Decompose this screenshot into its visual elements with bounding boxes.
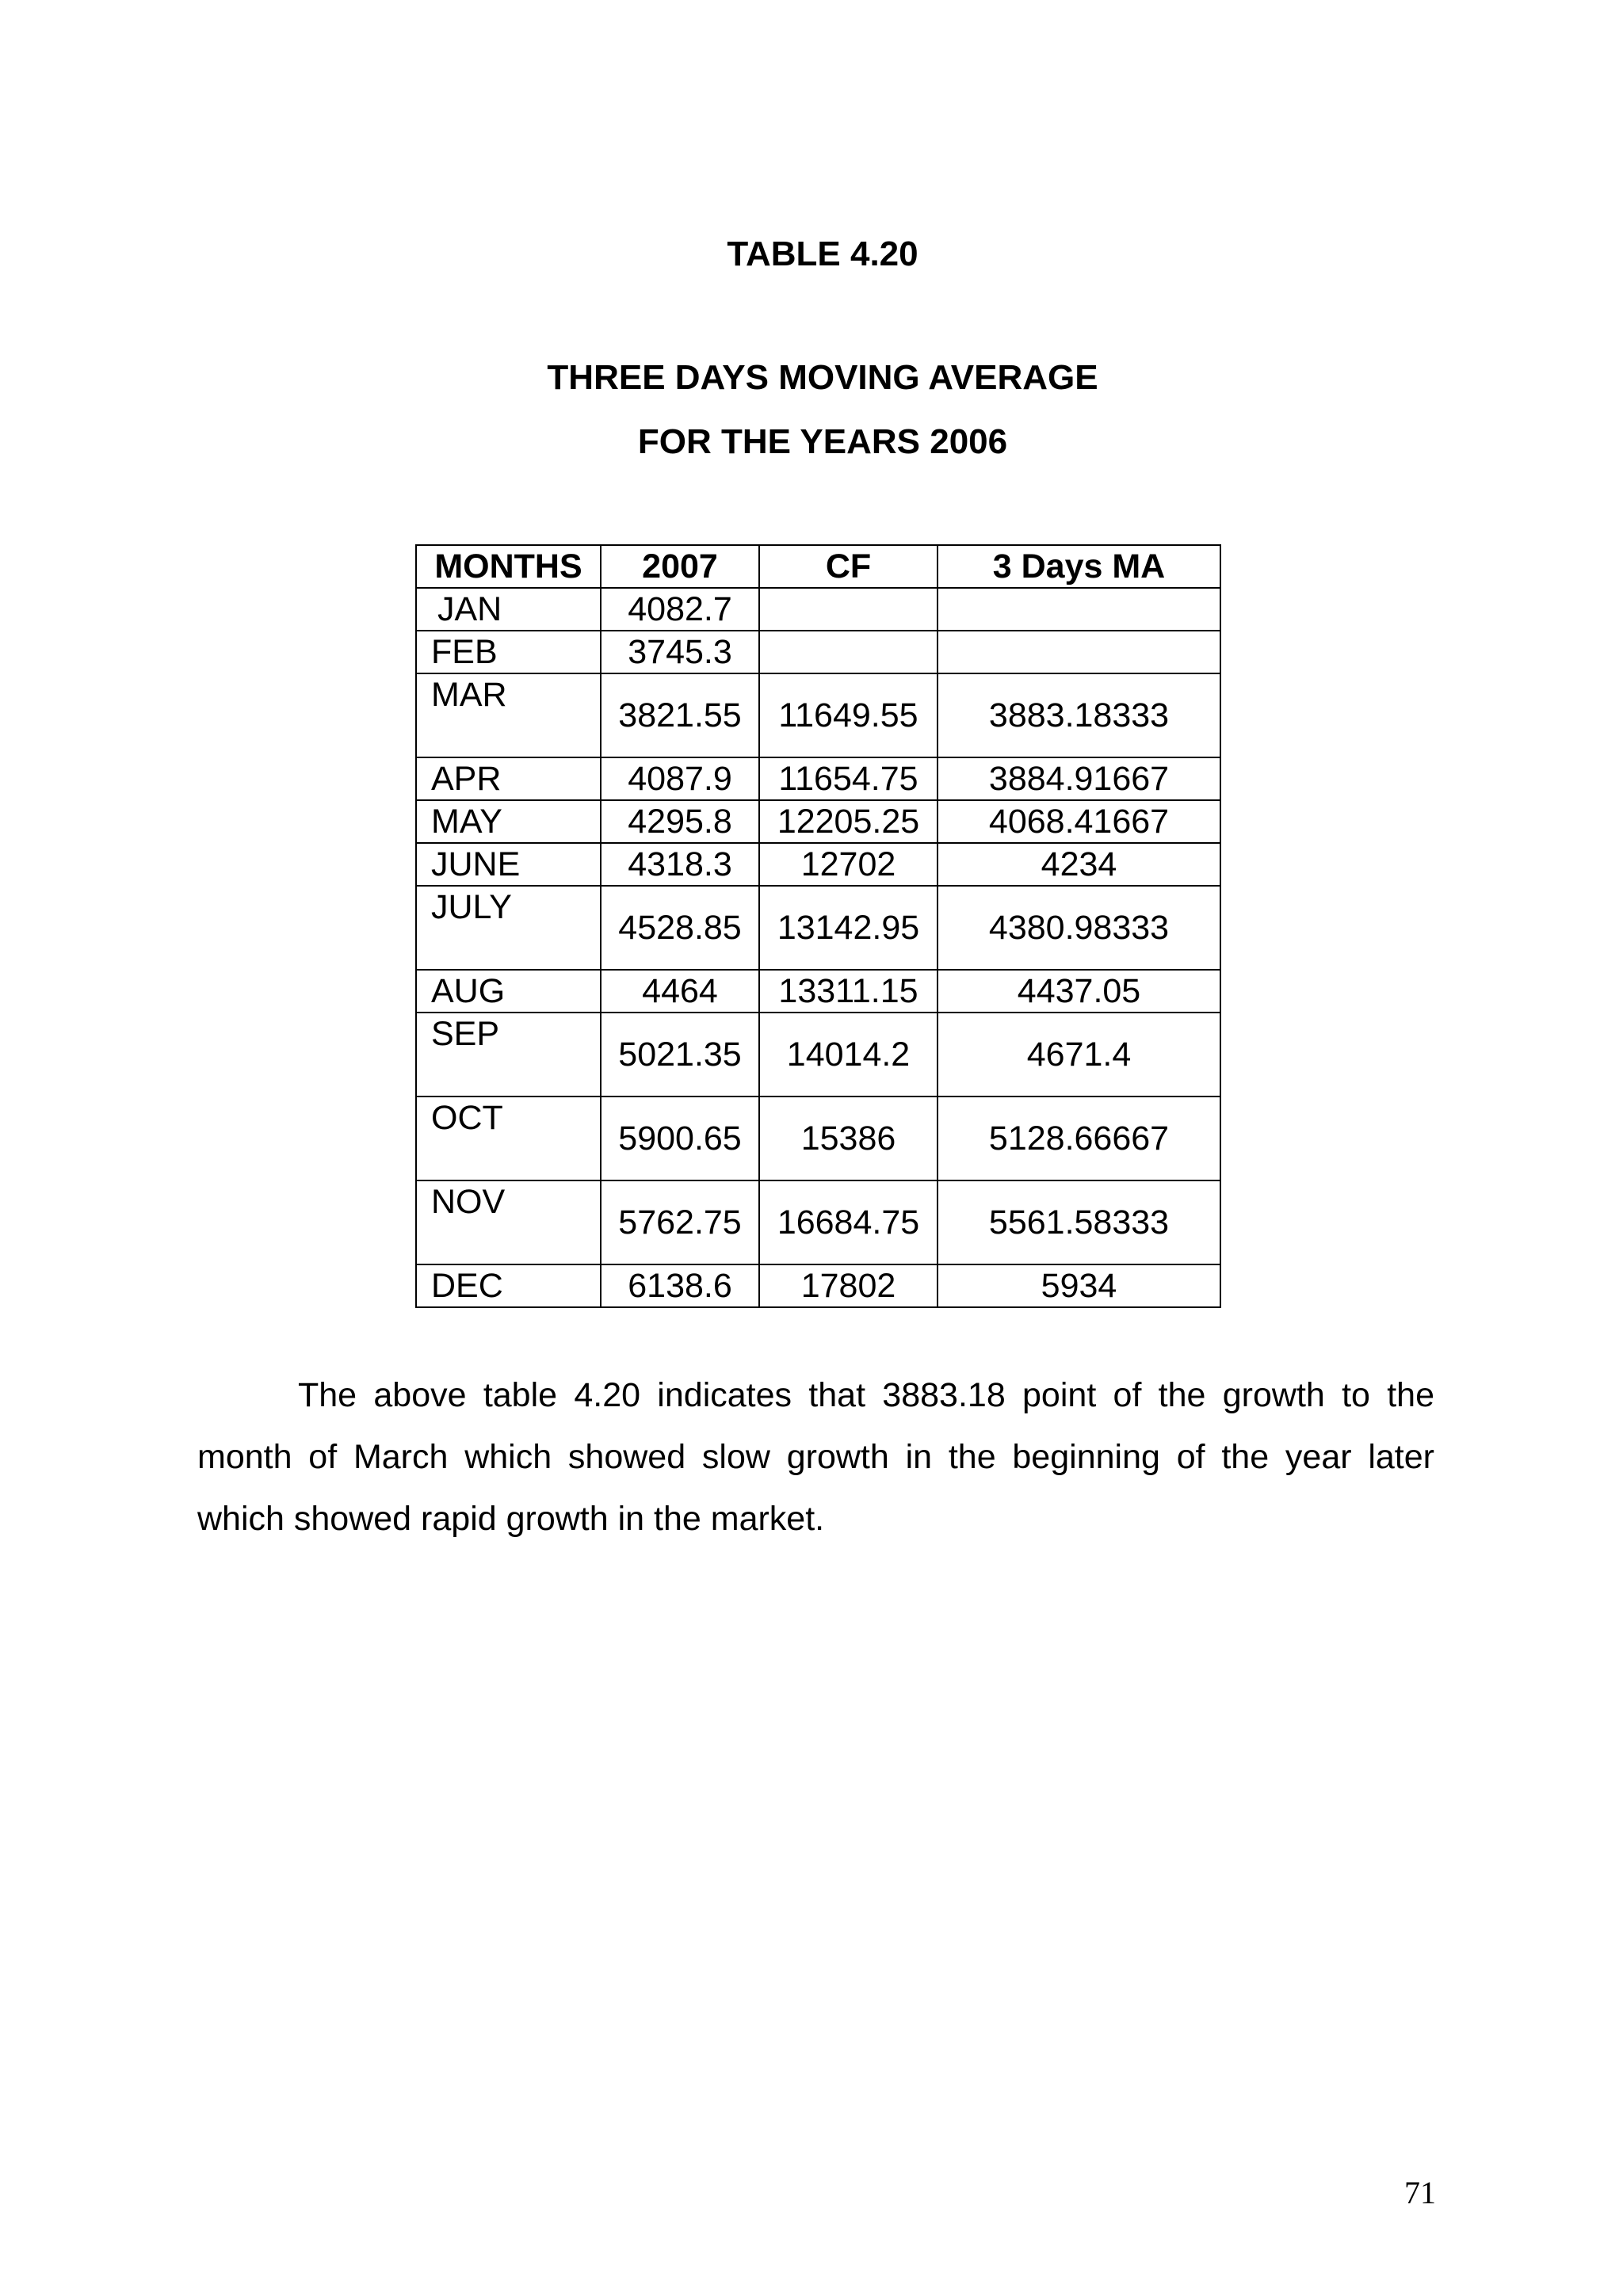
cf-cell: 11654.75 xyxy=(759,757,938,800)
table-row xyxy=(416,757,1220,800)
month-cell: APR xyxy=(416,757,601,800)
table-row xyxy=(416,1180,1220,1264)
analysis-paragraph: The above table 4.20 indicates that 3883.18 point of the growth to the month of March which showed slow growth in the beginning of the year later which showed rapid growth in the market. xyxy=(197,1376,1434,1538)
ma-cell: 5128.66667 xyxy=(938,1097,1220,1180)
table-row xyxy=(416,1264,1220,1307)
cf-cell: 12702 xyxy=(759,843,938,886)
column-header-3-days-ma: 3 Days MA xyxy=(938,545,1220,588)
month-cell: AUG xyxy=(416,970,601,1013)
cf-cell: 11649.55 xyxy=(759,673,938,757)
table-row xyxy=(416,800,1220,843)
table-title: TABLE 4.20 xyxy=(727,235,918,273)
cf-cell: 12205.25 xyxy=(759,800,938,843)
value-cell: 4464 xyxy=(601,970,759,1013)
month-cell: JUNE xyxy=(416,843,601,886)
column-header-months: MONTHS xyxy=(416,545,601,588)
cf-cell: 13311.15 xyxy=(759,970,938,1013)
month-cell: OCT xyxy=(416,1097,601,1180)
month-cell: JAN xyxy=(416,588,601,631)
cf-cell: 17802 xyxy=(759,1264,938,1307)
table-subtitle-line-1: THREE DAYS MOVING AVERAGE xyxy=(547,358,1098,397)
month-cell: FEB xyxy=(416,631,601,673)
value-cell: 4318.3 xyxy=(601,843,759,886)
table-header-row xyxy=(416,545,1220,588)
value-cell: 3821.55 xyxy=(601,673,759,757)
column-header-cf: CF xyxy=(759,545,938,588)
ma-cell: 4671.4 xyxy=(938,1013,1220,1097)
month-cell: DEC xyxy=(416,1264,601,1307)
ma-cell xyxy=(938,631,1220,673)
ma-cell xyxy=(938,588,1220,631)
table-row xyxy=(416,631,1220,673)
table-row xyxy=(416,588,1220,631)
cf-cell xyxy=(759,631,938,673)
table-row xyxy=(416,1013,1220,1097)
value-cell: 4528.85 xyxy=(601,886,759,970)
value-cell: 5021.35 xyxy=(601,1013,759,1097)
table-row xyxy=(416,1097,1220,1180)
ma-cell: 3883.18333 xyxy=(938,673,1220,757)
value-cell: 5762.75 xyxy=(601,1180,759,1264)
value-cell: 4082.7 xyxy=(601,588,759,631)
ma-cell: 4437.05 xyxy=(938,970,1220,1013)
table-row xyxy=(416,673,1220,757)
ma-cell: 5934 xyxy=(938,1264,1220,1307)
ma-cell: 4068.41667 xyxy=(938,800,1220,843)
ma-cell: 4234 xyxy=(938,843,1220,886)
value-cell: 3745.3 xyxy=(601,631,759,673)
value-cell: 4295.8 xyxy=(601,800,759,843)
cf-cell: 16684.75 xyxy=(759,1180,938,1264)
moving-average-table xyxy=(415,544,1221,1308)
value-cell: 6138.6 xyxy=(601,1264,759,1307)
ma-cell: 4380.98333 xyxy=(938,886,1220,970)
month-cell: MAR xyxy=(416,673,601,757)
month-cell: JULY xyxy=(416,886,601,970)
page-number: 71 xyxy=(1404,2175,1436,2210)
table-row xyxy=(416,886,1220,970)
cf-cell: 13142.95 xyxy=(759,886,938,970)
month-cell: MAY xyxy=(416,800,601,843)
value-cell: 4087.9 xyxy=(601,757,759,800)
table-row xyxy=(416,970,1220,1013)
column-header-2007: 2007 xyxy=(601,545,759,588)
table-row xyxy=(416,843,1220,886)
cf-cell: 15386 xyxy=(759,1097,938,1180)
ma-cell: 5561.58333 xyxy=(938,1180,1220,1264)
ma-cell: 3884.91667 xyxy=(938,757,1220,800)
month-cell: NOV xyxy=(416,1180,601,1264)
value-cell: 5900.65 xyxy=(601,1097,759,1180)
cf-cell xyxy=(759,588,938,631)
month-cell: SEP xyxy=(416,1013,601,1097)
cf-cell: 14014.2 xyxy=(759,1013,938,1097)
table-subtitle-line-2: FOR THE YEARS 2006 xyxy=(637,422,1008,461)
